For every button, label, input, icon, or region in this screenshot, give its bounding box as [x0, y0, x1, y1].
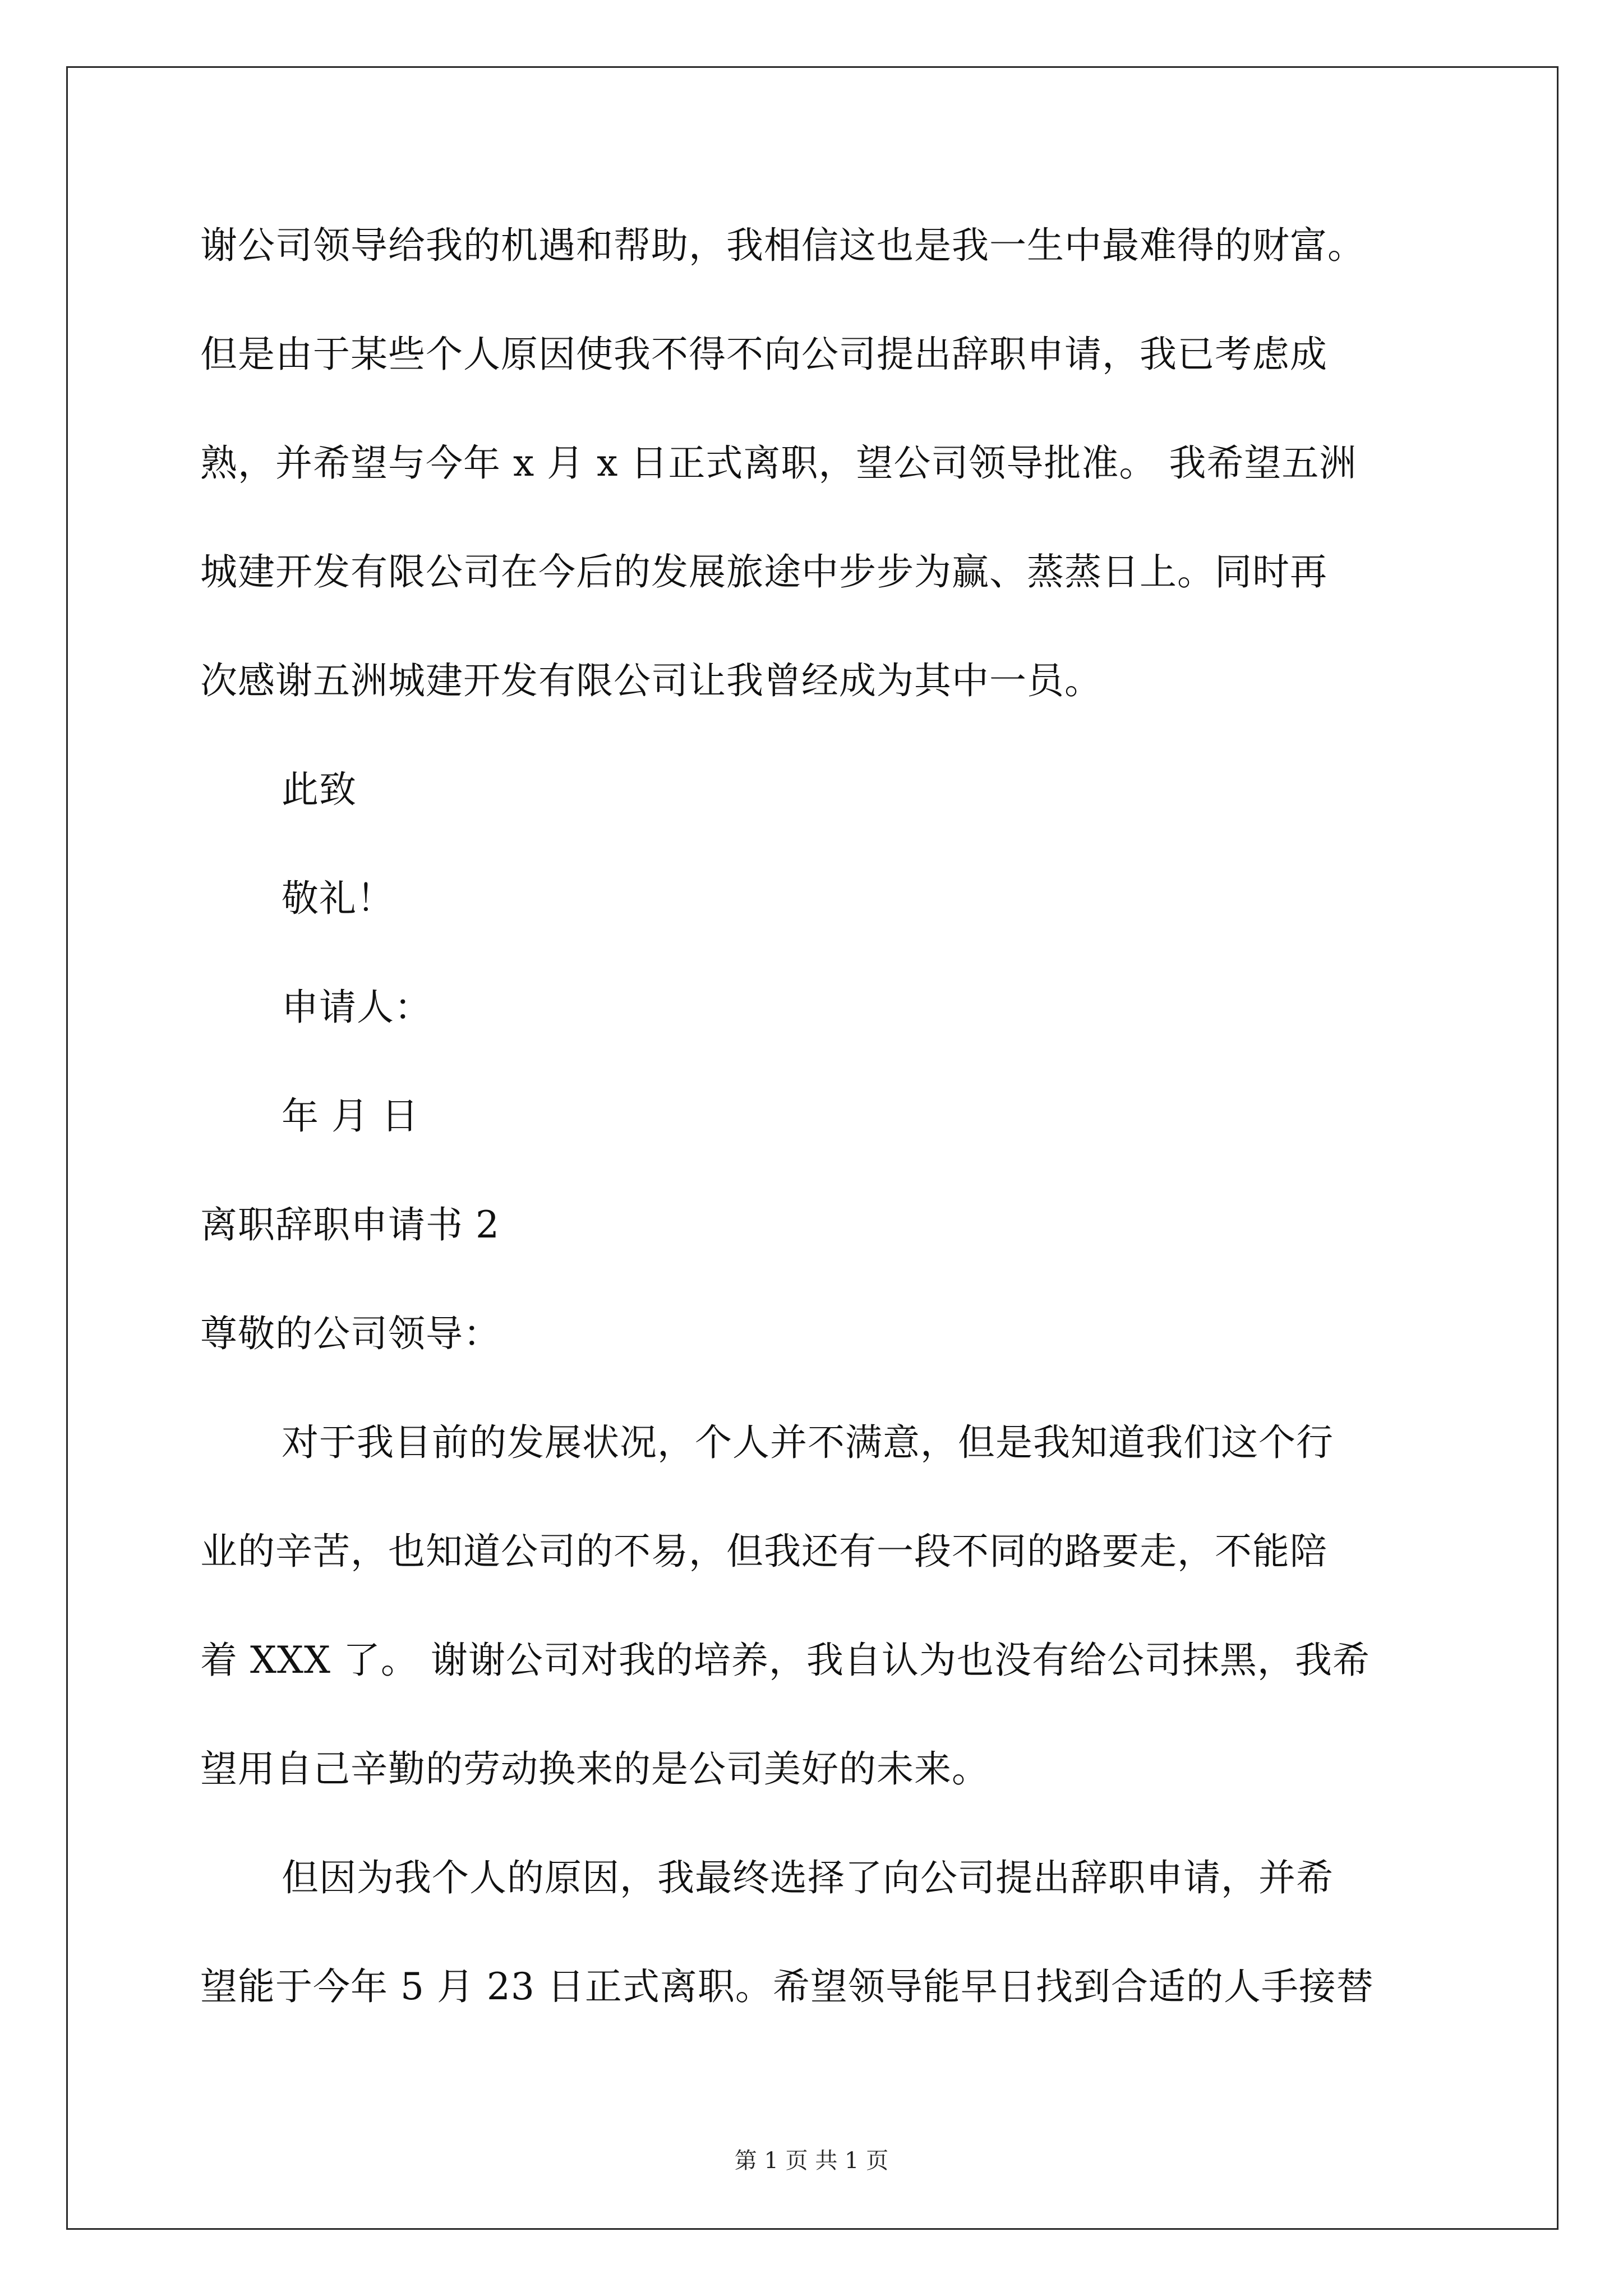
body-line-1: 谢公司领导给我的机遇和帮助，我相信这也是我一生中最难得的财富。: [200, 224, 1365, 267]
closing-salutation: 此致: [282, 768, 357, 811]
page-border: [66, 66, 1559, 2230]
body-line-5: 次感谢五洲城建开发有限公司让我曾经成为其中一员。: [200, 659, 1102, 702]
body-line-11: 望能于今年 5 月 23 日正式离职。希望领导能早日找到合适的人手接替: [200, 1965, 1374, 2008]
body-line-4: 城建开发有限公司在今后的发展旅途中步步为赢、蒸蒸日上。同时再: [200, 550, 1327, 593]
body-line-2: 但是由于某些个人原因使我不得不向公司提出辞职申请，我已考虑成: [200, 333, 1327, 376]
applicant-label: 申请人：: [282, 986, 432, 1029]
body-line-6: 对于我目前的发展状况，个人并不满意，但是我知道我们这个行: [282, 1421, 1334, 1464]
date-placeholder: 年 月 日: [282, 1094, 419, 1138]
section-title: 离职辞职申请书 2: [200, 1203, 500, 1246]
page-footer: 第 1 页 共 1 页: [734, 2148, 889, 2174]
greeting: 尊敬的公司领导：: [200, 1312, 501, 1355]
closing-regards: 敬礼！: [282, 877, 394, 920]
body-line-7: 业的辛苦，也知道公司的不易，但我还有一段不同的路要走，不能陪: [200, 1530, 1327, 1573]
body-line-10: 但因为我个人的原因，我最终选择了向公司提出辞职申请，并希: [282, 1856, 1334, 1899]
body-line-9: 望用自己辛勤的劳动换来的是公司美好的未来。: [200, 1747, 989, 1791]
body-line-3: 熟，并希望与今年 x 月 x 日正式离职，望公司领导批准。 我希望五洲: [200, 441, 1357, 485]
body-line-8: 着 XXX 了。 谢谢公司对我的培养，我自认为也没有给公司抹黑，我希: [200, 1639, 1370, 1682]
